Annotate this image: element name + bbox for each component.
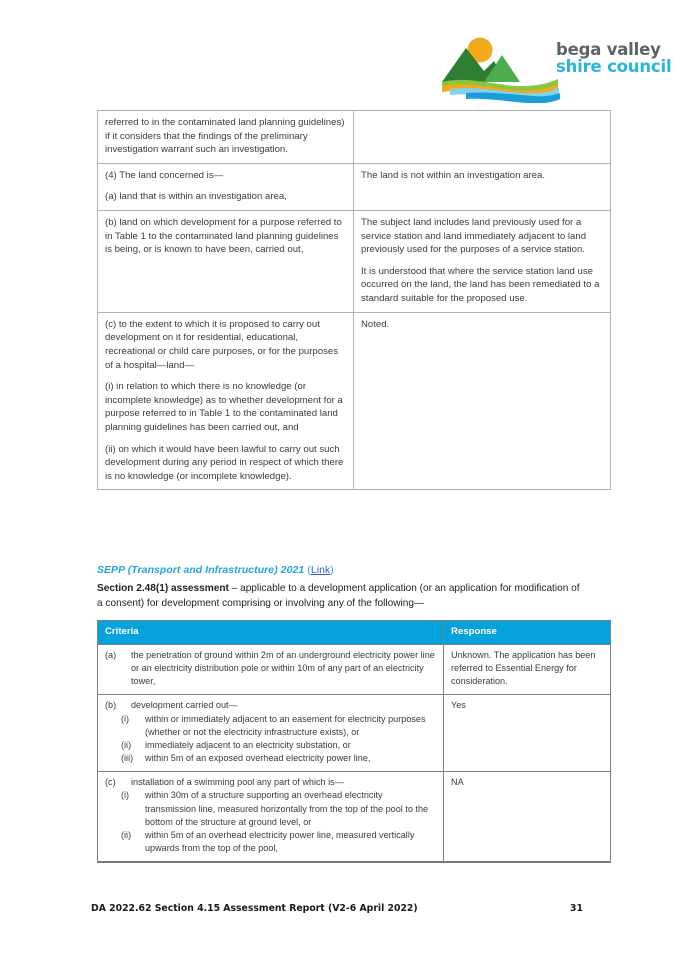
sepp-heading bbox=[97, 565, 587, 576]
table-body bbox=[98, 644, 611, 862]
criteria-text: the penetration of ground within 2m of an underground electricity power line or an electricity distribution pole or within 10m of any part of an electricity tower, bbox=[131, 649, 435, 687]
subitem-text: within 30m of a structure supporting an overhead electricity transmission line, measured horizontally from the top of the pool to the bottom of the structure at ground level, or bbox=[145, 790, 429, 827]
logo-line-two: shire council bbox=[556, 57, 672, 77]
subitem-text: immediately adjacent to an electricity substation, or bbox=[145, 739, 351, 750]
logo-mountains-icon bbox=[440, 33, 560, 103]
subitem-marker: (ii) bbox=[121, 739, 132, 750]
criteria-paragraph: (ii) on which it would have been lawful to carry out such development during any period in respect of which there is no knowledge (or incomplete knowledge). bbox=[105, 443, 344, 482]
response-cell bbox=[354, 111, 611, 164]
subitem-text: within 5m of an overhead electricity power line, measured vertically upwards from the top of the pool, bbox=[145, 829, 415, 854]
criteria-cell bbox=[98, 111, 354, 164]
sepp-link-close-paren: ) bbox=[330, 565, 334, 576]
criteria-text: installation of a swimming pool any part of which is— bbox=[131, 777, 344, 788]
response-cell bbox=[354, 312, 611, 490]
criteria-subitem bbox=[121, 739, 436, 752]
response-cell bbox=[354, 163, 611, 210]
response-paragraph: The land is not within an investigation area. bbox=[361, 169, 545, 181]
criteria-subitem bbox=[121, 829, 436, 855]
criteria-item bbox=[105, 649, 436, 689]
criteria-paragraph: referred to in the contaminated land planning guidelines) if it considers that the findings of the preliminary investigation warrant such an investigation. bbox=[105, 117, 345, 156]
sepp-transport-criteria-table bbox=[97, 620, 611, 863]
table-body bbox=[98, 111, 611, 490]
response-cell: Unknown. The application has been referred to Essential Energy for consideration. bbox=[444, 644, 611, 695]
criteria-paragraph: (4) The land concerned is— bbox=[105, 169, 224, 181]
sepp-intro-paragraph bbox=[97, 582, 582, 612]
criteria-subitem bbox=[121, 713, 436, 739]
table-header bbox=[98, 621, 611, 645]
table-header-row bbox=[98, 621, 611, 645]
subitem-marker: (i) bbox=[121, 713, 130, 724]
subitem-text: within 5m of an exposed overhead electricity power line, bbox=[145, 753, 371, 764]
criteria-item bbox=[105, 699, 436, 712]
criteria-marker: (a) bbox=[105, 649, 117, 660]
criteria-cell bbox=[98, 644, 444, 695]
logo-wordmark bbox=[556, 41, 675, 75]
criteria-cell bbox=[98, 211, 354, 313]
footer-page-number: 31 bbox=[570, 903, 583, 914]
sepp-intro-text: – applicable to a development application (or an application for modification of a consent) for development comprising or involving any of the following— bbox=[97, 583, 580, 609]
response-paragraph: It is understood that where the service station land use occurred on the land, the land has been remediated to a standard suitable for the proposed use. bbox=[361, 265, 600, 305]
subitem-marker: (i) bbox=[121, 790, 130, 801]
table-row bbox=[98, 163, 611, 210]
subitem-marker: (ii) bbox=[121, 829, 132, 840]
criteria-paragraph: (c) to the extent to which it is proposed to carry out development on it for residential, educational, recreational or child care purposes, or for the purposes of a hospital—land— bbox=[105, 318, 339, 371]
criteria-paragraph: (b) land on which development for a purpose referred to in Table 1 to the contaminated land planning guidelines is being, or is known to have been, carried out, bbox=[105, 217, 342, 256]
criteria-cell bbox=[98, 772, 444, 863]
table-row bbox=[98, 695, 611, 772]
sepp-source-link[interactable]: Link bbox=[310, 565, 331, 576]
criteria-subitem bbox=[121, 752, 436, 765]
response-paragraph: Noted. bbox=[361, 318, 390, 330]
criteria-text: development carried out— bbox=[131, 700, 238, 711]
criteria-cell bbox=[98, 695, 444, 772]
page-footer bbox=[91, 903, 583, 914]
criteria-paragraph: (i) in relation to which there is no knowledge (or incomplete knowledge) as to whether development for a purpose referred to in Table 1 to the contaminated land planning guidelines has been carried out, and bbox=[105, 381, 343, 433]
bega-valley-shire-council-logo bbox=[440, 33, 672, 105]
table-row bbox=[98, 772, 611, 863]
criteria-subitem bbox=[121, 789, 436, 829]
logo-line-one: bega valley bbox=[556, 40, 661, 59]
table-row bbox=[98, 211, 611, 313]
sepp-intro-label: Section 2.48(1) assessment bbox=[97, 583, 229, 594]
response-cell bbox=[354, 211, 611, 313]
table-row bbox=[98, 644, 611, 695]
footer-document-reference: DA 2022.62 Section 4.15 Assessment Report (V2-6 April 2022) bbox=[91, 903, 418, 914]
sepp-link-open-paren: ( bbox=[304, 565, 311, 576]
sepp-heading-title: SEPP (Transport and Infrastructure) 2021 bbox=[97, 565, 305, 576]
response-paragraph: The subject land includes land previously used for a service station and land immediately adjacent to land previously used for the purposes of a service station. bbox=[361, 217, 587, 256]
criteria-cell bbox=[98, 163, 354, 210]
criteria-marker: (b) bbox=[105, 700, 117, 711]
criteria-cell bbox=[98, 312, 354, 490]
subitem-marker: (iii) bbox=[121, 753, 134, 764]
criteria-paragraph: (a) land that is within an investigation area, bbox=[105, 191, 287, 203]
response-cell: NA bbox=[444, 772, 611, 863]
subitem-text: within or immediately adjacent to an easement for electricity purposes (whether or not the electricity infrastructure exists), or bbox=[145, 713, 426, 737]
response-cell: Yes bbox=[444, 695, 611, 772]
column-header-response: Response bbox=[444, 621, 611, 645]
column-header-criteria: Criteria bbox=[98, 621, 444, 645]
criteria-marker: (c) bbox=[105, 777, 116, 788]
table-row bbox=[98, 111, 611, 164]
table-row bbox=[98, 312, 611, 490]
criteria-item bbox=[105, 776, 436, 789]
contaminated-land-criteria-table bbox=[97, 110, 611, 490]
